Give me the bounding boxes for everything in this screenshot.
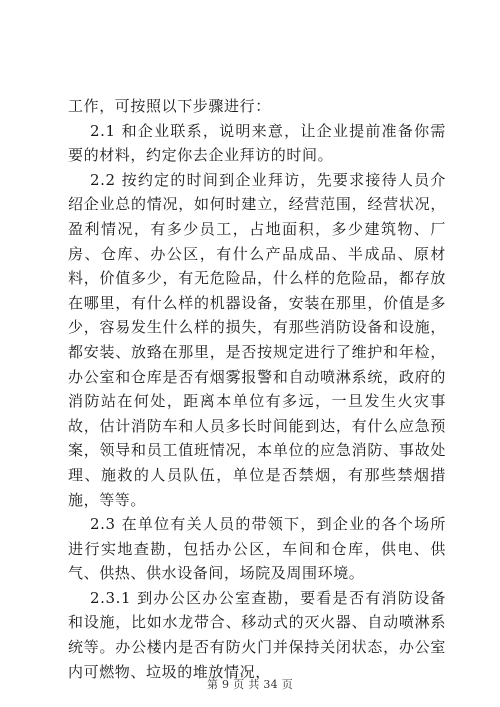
paragraph-2-2: 2.2 按约定的时间到企业拜访，先要求接待人员介绍企业总的情况，如何时建立，经营范围，经营状况，盈利情况，有多少员工，占地面积，多少建筑物、厂房、仓库、办公区，有什么产品成品、半成品、原材料，价值多少，有无危险品，什么样的危险品，都存放在哪里，有什么样的机器设备，安装在那里，价值是多少，容易发生什么样的损失，有那些消防设备和设施，都安装、放臵在那里，是否按规定进行了维护和年检，办公室和仓库是否有烟雾报警和自动喷淋系统，政府的消防站在何处，距离本单位有多远，一旦发生火灾事故，估计消防车和人员多长时间能到达，有什么应急预案，领导和员工值班情况，本单位的应急消防、事故处理、施救的人员队伍，单位是否禁烟，有那些禁烟措施，等等。 <box>68 170 446 509</box>
paragraph-continuation: 工作，可按照以下步骤进行： <box>68 97 271 115</box>
paragraph-2-3: 2.3 在单位有关人员的带领下，到企业的各个场所进行实地查勘，包括办公区，车间和仓库，供电、供气、供热、供水设备间，场院及周围环境。 <box>68 515 446 583</box>
document-body <box>68 94 446 684</box>
paragraph-2-3-1: 2.3.1 到办公区办公室查勘，要看是否有消防设备和设施，比如水龙带合、移动式的灭火器、自动喷淋系统等。办公楼内是否有防火门并保持关闭状态，办公室内可燃物、垃圾的堆放情况， <box>68 588 446 681</box>
page-number-footer: 第 9 页 共 34 页 <box>206 678 294 691</box>
paragraph-2-1: 2.1 和企业联系，说明来意，让企业提前准备你需要的材料，约定你去企业拜访的时间。 <box>68 121 446 165</box>
